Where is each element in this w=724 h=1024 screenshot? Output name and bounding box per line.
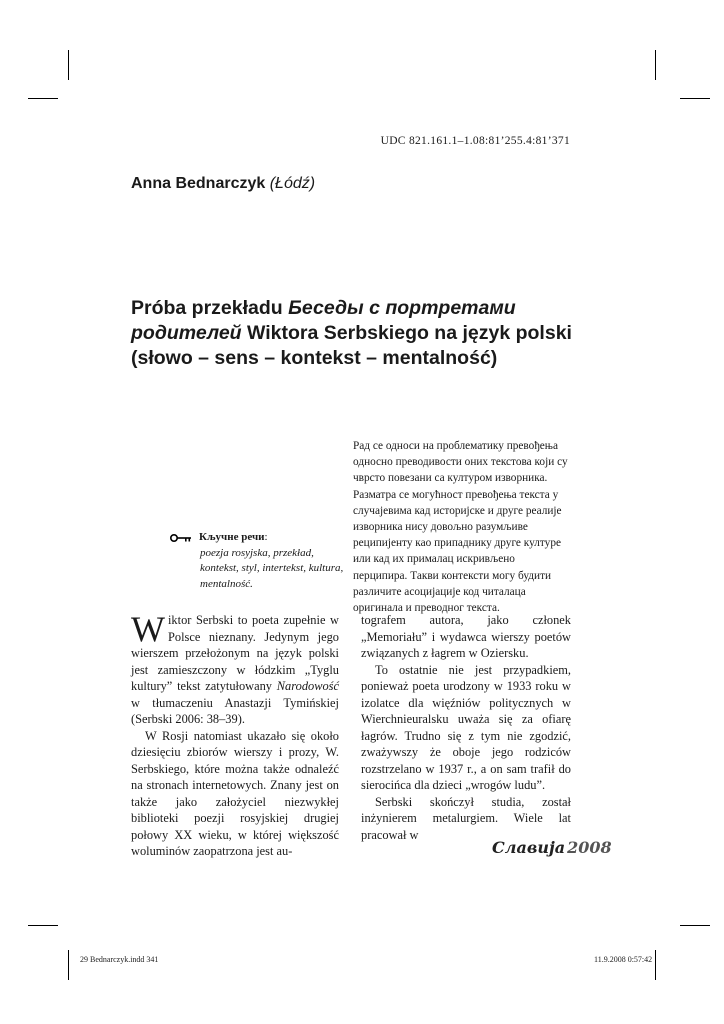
- key-icon: [170, 533, 192, 543]
- udc-code: UDC 821.161.1–1.08:81’255.4:81’371: [380, 135, 570, 147]
- paragraph: tografem autora, jako członek „Memoriału” i wydawca wierszy poetów związanych z łagrem w Oziersku.: [361, 613, 571, 660]
- crop-mark-bottom-left: [68, 950, 69, 980]
- crop-mark-right-bottom: [680, 925, 710, 926]
- author-line: [131, 175, 315, 193]
- drop-cap: W: [131, 609, 165, 649]
- author-affiliation: (Łódź): [269, 175, 316, 192]
- abstract: Рад се односи на проблематику превођења односно преводивости оних текстова који су чврсто повезани са културом изворника. Разматра се могућност превођења текста у случајевима кад историјске и друге реалије изворника нису довољно разумљиве реципијенту као припаднику друге културе или кад их прималац искривљено перципира. Такви контексти могу будити различите асоцијације код читалаца оригинала и преводног текста.: [353, 440, 568, 615]
- keywords-colon: :: [264, 531, 268, 543]
- paragraph: W Rosji natomiast ukazało się około dziesięciu zbiorów wierszy i prozy, W. Serbskiego, które można także odnaleźć na stronach internetowych. Znany jest on także jako założyciel niezwykłej biblioteki poezji rosyjskiej drugiej połowy XX wieku, w której większość woluminów zaopatrzona jest au-: [131, 728, 339, 858]
- title-part1: Próba przekładu: [131, 297, 289, 319]
- keywords-label: Кључне речи: [199, 531, 265, 543]
- body-column-right: [361, 612, 571, 843]
- logo-year: 2008: [567, 838, 612, 857]
- keywords-block: [170, 530, 345, 592]
- title-part2: Wiktora Serbskiego na język polski (słowo – sens – kontekst – mentalność): [131, 322, 572, 369]
- crop-mark-left-bottom: [28, 925, 58, 926]
- slug-timestamp: 11.9.2008 0:57:42: [594, 955, 653, 964]
- body-column-left: [131, 609, 339, 860]
- author-name: Anna Bednarczyk: [131, 175, 266, 192]
- crop-mark-left-top: [28, 98, 58, 99]
- keywords-header: [170, 530, 345, 546]
- crop-mark-right-top: [680, 98, 710, 99]
- logo-text: Славија: [492, 838, 566, 857]
- crop-mark-bottom-right: [655, 950, 656, 980]
- crop-mark-top-left: [68, 50, 69, 80]
- slug-file: 29 Bednarczyk.indd 341: [80, 955, 159, 964]
- keywords-list: poezja rosyjska, przekład, kontekst, styl, intertekst, kultura, mentalność.: [200, 546, 344, 590]
- paragraph: To ostatnie nie jest przypadkiem, ponieważ poeta urodzony w 1933 roku w izolatce dla więźniów politycznych w Wierchnieuralsku uważa się za ofiarę łagrów. Trudno się z tym nie zgodzić, zważywszy że oboje jego rodziców rozstrzelano w 1937 r., a on sam trafił do sierocińca dla dzieci „wrogów ludu”.: [361, 662, 571, 792]
- article-title: [131, 296, 581, 371]
- paragraph-text: iktor Serbski to poeta zupełnie w Polsce nieznany. Jedynym jego wierszem przełożonym na język polski jest zamieszczony w łódzkim „Tyglu kultury” tekst zatytułowany: [131, 613, 339, 693]
- title-italic: Беседы с портретами родителей: [131, 297, 516, 344]
- journal-logo: [492, 838, 612, 857]
- paragraph: [131, 609, 339, 728]
- paragraph: Serbski skończył studia, został inżynierem metalurgiem. Wiele lat pracował w: [361, 794, 571, 842]
- crop-mark-top-right: [655, 50, 656, 80]
- paragraph-text: w tłumaczeniu Anastazji Tymińskiej (Serbski 2006: 38–39).: [131, 695, 339, 726]
- paragraph-italic: Narodowość: [276, 679, 339, 693]
